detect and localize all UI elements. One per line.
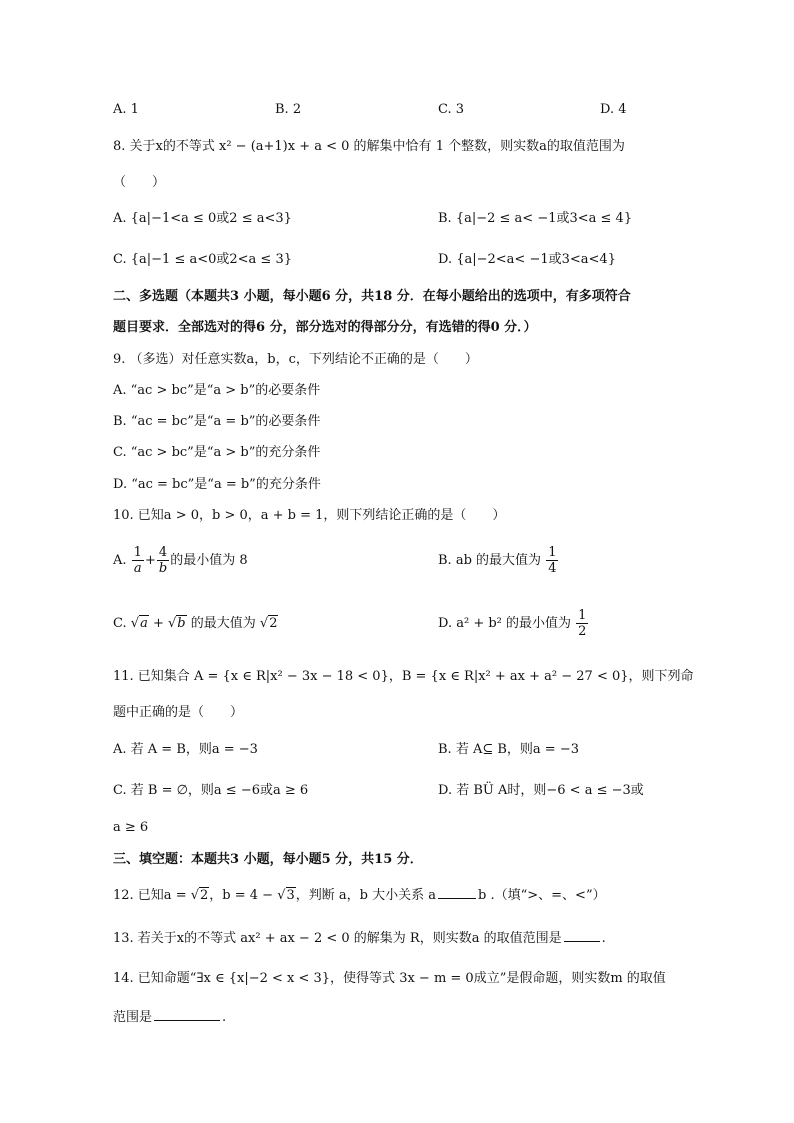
q10-a-frac1: $\frac{1}{a}$ [133, 545, 142, 576]
q10-c-text: 的最大值为 [186, 616, 260, 631]
q8-option-d: D. {a|−2<a< −1或3<a<4} [438, 252, 616, 267]
q10-c-plus: + [148, 616, 168, 631]
q10-option-d [438, 608, 589, 639]
q12-sqrt-2: √2 [190, 888, 209, 903]
q10-option-b [438, 545, 559, 576]
q10-c-sqrt-b: √b [168, 616, 186, 631]
q10-c-sqrt-a: √a [130, 616, 148, 631]
q8-option-c: C. {a|−1 ≤ a<0或2<a ≤ 3} [113, 252, 292, 267]
q8-option-a: A. {a|−1<a ≤ 0或2 ≤ a<3} [113, 211, 292, 226]
q12-pre: 12. 已知a = [113, 888, 191, 903]
q8-option-b: B. {a|−2 ≤ a< −1或3<a ≤ 4} [438, 211, 633, 226]
q10-option-c [113, 615, 278, 633]
section2-heading-line2: 题目要求．全部选对的得6 分，部分选对的得部分分，有选错的得0 分．） [113, 320, 537, 335]
q10-option-a [113, 545, 248, 576]
q14-line2-pre: 范围是 [113, 1010, 153, 1025]
q7-option-c: C. 3 [438, 102, 465, 117]
q10-c-label: C. [113, 616, 127, 631]
q8-stem: 8. 关于x的不等式 x² − (a+1)x + a < 0 的解集中恰有 1 个整数，则实数a的取值范围为 [113, 139, 625, 154]
q13 [113, 928, 606, 948]
q10-b-frac: $\frac{1}{4}$ [548, 545, 557, 576]
q14-answer-blank[interactable] [154, 1007, 220, 1021]
q9-stem: 9. （多选）对任意实数a，b，c，下列结论不正确的是（ ） [113, 352, 478, 367]
q10-a-label: A. [113, 553, 127, 568]
q10-d-text: a² + b² 的最小值为 [456, 616, 572, 631]
q10-b-label: B. [438, 553, 452, 568]
q11-option-c: C. 若 B = ∅，则a ≤ −6或a ≥ 6 [113, 783, 309, 798]
q10-a-frac2: $\frac{4}{b}$ [158, 545, 168, 576]
q9-option-c: C. “ac > bc”是“a > b”的充分条件 [113, 445, 321, 460]
q11-option-d-continued: a ≥ 6 [113, 820, 149, 835]
q14-line1: 14. 已知命题“∃x ∈ {x|−2 < x < 3}，使得等式 3x − m = 0成立”是假命题，则实数m 的取值 [113, 971, 666, 986]
q12-sqrt-3: √3 [277, 888, 295, 903]
section2-heading-line1: 二、多选题（本题共3 小题，每小题6 分，共18 分．在每小题给出的选项中，有多项符合 [113, 289, 631, 304]
q12-post: ，判断 a，b 大小关系 a [295, 888, 437, 903]
section3-heading: 三、填空题：本题共3 小题，每小题5 分，共15 分． [113, 852, 423, 867]
q13-pre: 13. 若关于x的不等式 ax² + ax − 2 < 0 的解集为 R，则实数a 的取值范围是 [113, 931, 562, 946]
q14-line2 [113, 1007, 226, 1027]
q9-option-b: B. “ac = bc”是“a = b”的必要条件 [113, 414, 321, 429]
q13-answer-blank[interactable] [564, 928, 600, 942]
q10-c-sqrt-2: √2 [259, 616, 278, 631]
q7-option-a: A. 1 [113, 102, 139, 117]
q14-line2-post: . [222, 1010, 227, 1025]
q10-b-text: ab 的最大值为 [455, 553, 542, 568]
q11-option-a: A. 若 A = B，则a = −3 [113, 742, 258, 757]
q11-stem-line1: 11. 已知集合 A = {x ∈ R|x² − 3x − 18 < 0}，B = {x ∈ R|x² + ax + a² − 27 < 0}，则下列命 [113, 669, 694, 684]
q11-option-d: D. 若 BÜ A时，则−6 < a ≤ −3或 [438, 783, 644, 798]
q12-mid: ，b = 4 − [209, 888, 278, 903]
q7-option-d: D. 4 [600, 102, 627, 117]
q8-paren: （ ） [113, 175, 166, 190]
q7-option-b: B. 2 [275, 102, 302, 117]
q12-post2: b .（填“>、=、<”） [478, 888, 606, 903]
q10-a-plus: + [144, 553, 156, 568]
q11-stem-line2: 题中正确的是（ ） [113, 705, 244, 720]
q12-answer-blank[interactable] [438, 885, 476, 899]
q11-option-b: B. 若 A⊆ B，则a = −3 [438, 742, 579, 757]
q10-d-label: D. [438, 616, 453, 631]
q10-stem: 10. 已知a > 0，b > 0，a + b = 1，则下列结论正确的是（ ） [113, 508, 506, 523]
q9-option-d: D. “ac = bc”是“a = b”的充分条件 [113, 477, 321, 492]
q12 [113, 885, 606, 905]
q13-post: . [601, 931, 606, 946]
q9-option-a: A. “ac > bc”是“a > b”的必要条件 [113, 383, 321, 398]
q10-d-frac: $\frac{1}{2}$ [578, 608, 587, 639]
q10-a-tail: 的最小值为 8 [170, 553, 248, 568]
